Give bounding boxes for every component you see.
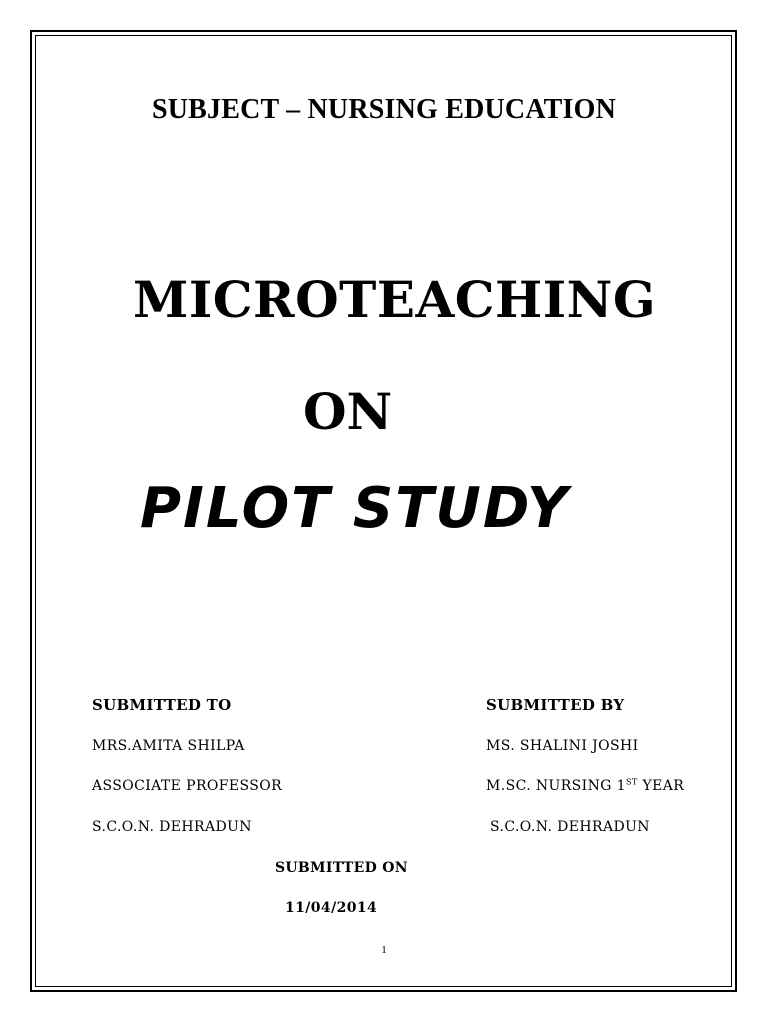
subject-heading: SUBJECT – NURSING EDUCATION (151, 94, 617, 125)
title-topic: PILOT STUDY (140, 476, 570, 541)
title-on: ON (303, 382, 393, 441)
submitted-to-designation: ASSOCIATE PROFESSOR (92, 778, 283, 794)
course-suffix: YEAR (637, 778, 685, 794)
submitted-on-heading: SUBMITTED ON (275, 860, 408, 876)
submitted-by-institute: S.C.O.N. DEHRADUN (490, 819, 650, 835)
submitted-to-name: MRS.AMITA SHILPA (92, 738, 245, 754)
submitted-by-course (486, 778, 684, 794)
submitted-to-heading: SUBMITTED TO (92, 696, 232, 714)
course-prefix: M.SC. NURSING 1 (486, 778, 626, 794)
course-superscript: ST (626, 777, 638, 787)
submitted-to-institute: S.C.O.N. DEHRADUN (92, 819, 252, 835)
submitted-by-heading: SUBMITTED BY (486, 696, 625, 714)
submitted-by-name: MS. SHALINI JOSHI (486, 738, 639, 754)
submitted-on-date: 11/04/2014 (285, 900, 378, 916)
page-number: 1 (381, 944, 387, 956)
title-main: MICROTEACHING (133, 270, 657, 329)
